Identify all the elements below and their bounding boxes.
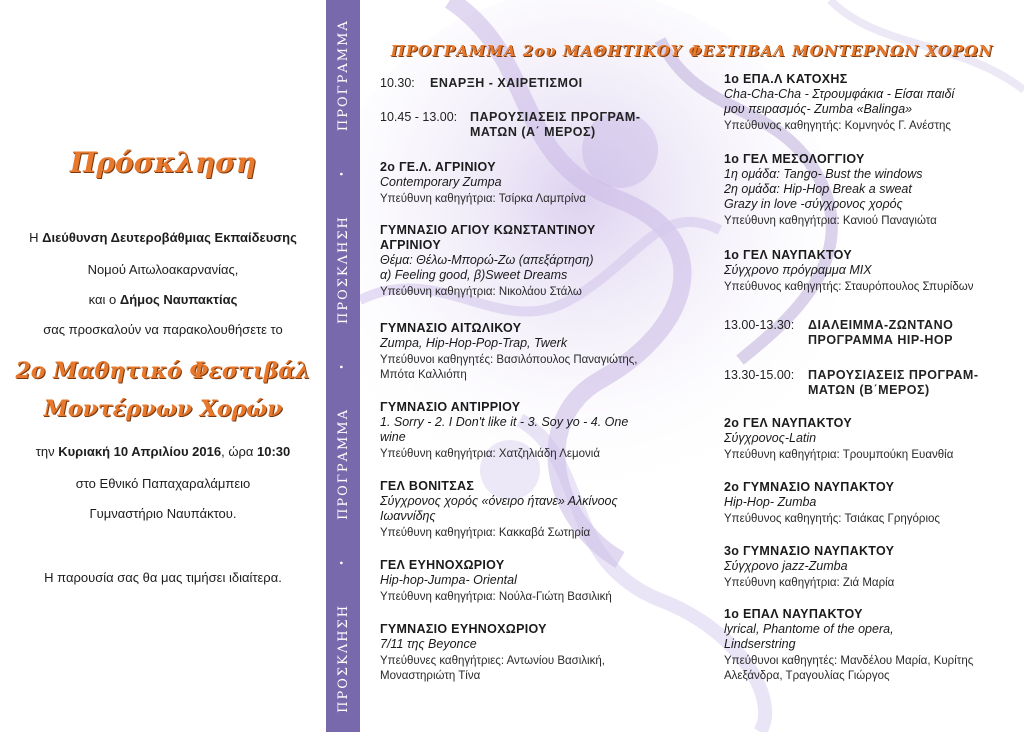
- strip-bullet: •: [338, 558, 348, 566]
- school-entry: [724, 152, 1016, 229]
- dance-title: Hip-Hop- Zumba: [724, 495, 817, 509]
- school-entry: [724, 248, 1016, 295]
- opening-text: ΕΝΑΡΞΗ - ΧΑΙΡΕΤΙΣΜΟΙ: [430, 76, 583, 90]
- line3-prefix: και ο: [88, 292, 120, 307]
- schedule-part2: [724, 368, 1016, 398]
- school-name: 1ο ΓΕΛ ΜΕΣΟΛΟΓΓΙΟΥ: [724, 152, 865, 166]
- teacher-line: Μοναστηριώτη Τίνα: [380, 670, 481, 682]
- invitation-panel: [0, 0, 326, 732]
- dance-title: 7/11 της Beyonce: [380, 637, 477, 651]
- dance-title: 2η ομάδα: Hip-Hop Break a sweat: [724, 182, 912, 196]
- school-entry: [380, 400, 680, 462]
- schedule-part1: [380, 110, 680, 140]
- dance-title: Lindserstring: [724, 637, 796, 651]
- part2-text-line2: ΜΑΤΩΝ (Β΄ΜΕΡΟΣ): [808, 383, 930, 397]
- invitation-line-3: [0, 292, 326, 307]
- teacher-line: Υπεύθυνη καθηγήτρια: Κακκαβά Σωτηρία: [380, 527, 591, 539]
- teacher-line: Υπεύθυνος καθηγητής: Κομνηνός Γ. Ανέστης: [724, 120, 951, 132]
- program-panel: [360, 0, 1024, 732]
- dance-title: wine: [380, 430, 406, 444]
- dance-title: Cha-Cha-Cha - Στρουμφάκια - Είσαι παιδί: [724, 87, 955, 101]
- strip-word-invitation: ΠΡΟΣΚΛΗΣΗ: [335, 215, 351, 324]
- invitation-title: Πρόσκληση: [69, 146, 257, 179]
- invitation-line-2: Νομού Αιτωλοακαρνανίας,: [87, 262, 239, 277]
- dance-title: Θέμα: Θέλω-Μπορώ-Ζω (απεξάρτηση): [380, 253, 594, 267]
- strip-word-program: ΠΡΟΓΡΑΜΜΑ: [335, 19, 351, 132]
- part1-text-line1: ΠΑΡΟΥΣΙΑΣΕΙΣ ΠΡΟΓΡΑΜ-: [470, 110, 641, 124]
- teacher-line: Μπότα Καλλιόπη: [380, 369, 467, 381]
- school-name: ΓΕΛ ΕΥΗΝΟΧΩΡΙΟΥ: [380, 558, 505, 572]
- program-title: ΠΡΟΓΡΑΜΜΑ 2ου ΜΑΘΗΤΙΚΟΥ ΦΕΣΤΙΒΑΛ ΜΟΝΤΕΡΝΩΝ ΧΟΡΩΝ: [390, 42, 994, 60]
- school-name: 2ο ΓΥΜΝΑΣΙΟ ΝΑΥΠΑΚΤΟΥ: [724, 480, 895, 494]
- dance-title: Hip-hop-Jumpa- Oriental: [380, 573, 517, 587]
- strip-bullet: •: [338, 169, 348, 177]
- part1-time: 10.45 - 13.00:: [380, 110, 458, 124]
- teacher-line: Υπεύθυνες καθηγήτριες: Αντωνίου Βασιλική,: [380, 655, 605, 667]
- dance-title: Contemporary Zumpa: [380, 175, 502, 189]
- schedule-break: [724, 318, 1016, 348]
- teacher-line: Υπεύθυνη καθηγήτρια: Ζιά Μαρία: [724, 577, 895, 589]
- school-name: 1ο ΓΕΛ ΝΑΥΠΑΚΤΟΥ: [724, 248, 852, 262]
- school-entry: [724, 72, 1016, 134]
- part2-time: 13.30-15.00:: [724, 368, 795, 382]
- school-entry: [380, 558, 680, 605]
- part1-text-line2: ΜΑΤΩΝ (Α΄ ΜΕΡΟΣ): [470, 125, 596, 139]
- closing-line: Η παρουσία σας θα μας τιμήσει ιδιαίτερα.: [44, 570, 282, 585]
- strip-word-invitation: ΠΡΟΣΚΛΗΣΗ: [335, 603, 351, 713]
- break-text-line2: ΠΡΟΓΡΑΜΜΑ HIP-HOP: [808, 333, 953, 347]
- school-name: ΓΕΛ ΒΟΝΙΤΣΑΣ: [380, 479, 475, 493]
- dance-title: Σύγχρονο πρόγραμμα MIX: [724, 263, 872, 277]
- school-entry: [380, 160, 680, 207]
- festival-title-line-1: 2ο Μαθητικό Φεστιβάλ: [15, 358, 311, 384]
- dance-title: μου πειρασμός- Zumba «Balinga»: [724, 102, 913, 116]
- break-text-line1: ΔΙΑΛΕΙΜΜΑ-ΖΩΝΤΑΝΟ: [808, 318, 954, 332]
- dance-title: lyrical, Phantome of the opera,: [724, 622, 894, 636]
- school-name: ΓΥΜΝΑΣΙΟ ΕΥΗΝΟΧΩΡΙΟΥ: [380, 622, 547, 636]
- dance-title: Ιωαννίδης: [380, 509, 436, 523]
- date-value: Κυριακή 10 Απριλίου 2016: [58, 444, 222, 459]
- school-entry: [380, 223, 680, 300]
- teacher-line: Υπεύθυνη καθηγήτρια: Νούλα-Γιώτη Βασιλική: [380, 591, 612, 603]
- schedule-opening: [380, 76, 680, 91]
- dance-title: Grazy in love -σύγχρονος χορός: [724, 197, 903, 211]
- teacher-line: Υπεύθυνη καθηγήτρια: Κανιού Παναγιώτα: [724, 215, 937, 227]
- venue-line-1: στο Εθνικό Παπαχαραλάμπειο: [75, 476, 251, 491]
- school-name: ΓΥΜΝΑΣΙΟ ΑΙΤΩΛΙΚΟΥ: [380, 321, 522, 335]
- date-prefix: την: [35, 444, 59, 459]
- school-name: 2ο ΓΕΛ ΝΑΥΠΑΚΤΟΥ: [724, 416, 852, 430]
- line1-prefix: Η: [29, 230, 43, 245]
- school-entry: [380, 321, 680, 383]
- dance-title: Zumpa, Hip-Hop-Pop-Trap, Twerk: [380, 336, 568, 350]
- municipality-name: Δήμος Ναυπακτίας: [119, 292, 238, 307]
- school-name: 3ο ΓΥΜΝΑΣΙΟ ΝΑΥΠΑΚΤΟΥ: [724, 544, 895, 558]
- school-name: 1ο ΕΠΑ.Λ ΚΑΤΟΧΗΣ: [724, 72, 848, 86]
- vertical-strip: [326, 0, 360, 732]
- vertical-strip-text: [326, 0, 360, 732]
- event-date: [0, 444, 326, 459]
- strip-bullet: •: [338, 362, 348, 370]
- dance-title: 1. Sorry - 2. I Don't like it - 3. Soy yo - 4. One: [380, 415, 629, 429]
- break-time: 13.00-13.30:: [724, 318, 795, 332]
- opening-time: 10.30:: [380, 76, 415, 90]
- dance-title: α) Feeling good, β)Sweet Dreams: [380, 268, 568, 282]
- school-entry: [380, 479, 680, 541]
- school-entry: [724, 480, 1016, 527]
- school-entry: [380, 622, 680, 684]
- date-mid: , ώρα: [221, 444, 257, 459]
- school-entry: [724, 607, 1016, 684]
- teacher-line: Υπεύθυνη καθηγήτρια: Τρουμπούκη Ευανθία: [724, 449, 954, 461]
- directorate-name: Διεύθυνση Δευτεροβάθμιας Εκπαίδευσης: [42, 230, 297, 245]
- teacher-line: Υπεύθυνη καθηγήτρια: Νικολάου Στάλω: [380, 286, 582, 298]
- venue-line-2: Γυμναστήριο Ναυπάκτου.: [89, 506, 237, 521]
- school-entry: [724, 416, 1016, 463]
- school-name: 2ο ΓΕ.Λ. ΑΓΡΙΝΙΟΥ: [380, 160, 496, 174]
- dance-title: 1η ομάδα: Tango- Bust the windows: [724, 167, 923, 181]
- festival-title-line-2: Μοντέρνων Χορών: [43, 396, 283, 422]
- strip-word-program: ΠΡΟΓΡΑΜΜΑ: [335, 408, 351, 520]
- school-name: 1ο ΕΠΑΛ ΝΑΥΠΑΚΤΟΥ: [724, 607, 863, 621]
- invitation-line-4: σας προσκαλούν να παρακολουθήσετε το: [43, 322, 283, 337]
- teacher-line: Υπεύθυνη καθηγήτρια: Τσίρκα Λαμπρίνα: [380, 193, 586, 205]
- teacher-line: Αλεξάνδρα, Τραγουλίας Γιώργος: [724, 670, 890, 682]
- teacher-line: Υπεύθυνοι καθηγητές: Μανδέλου Μαρία, Κυρίτης: [724, 655, 974, 667]
- teacher-line: Υπεύθυνος καθηγητής: Σταυρόπουλος Σπυρίδων: [724, 281, 974, 293]
- teacher-line: Υπεύθυνοι καθηγητές: Βασιλόπουλος Παναγιώτης,: [380, 354, 638, 366]
- school-name: ΓΥΜΝΑΣΙΟ ΑΝΤΙΡΡΙΟΥ: [380, 400, 521, 414]
- dance-title: Σύγχρονος-Latin: [724, 431, 817, 445]
- school-name-cont: ΑΓΡΙΝΙΟΥ: [380, 238, 441, 252]
- school-name: ΓΥΜΝΑΣΙΟ ΑΓΙΟΥ ΚΩΝΣΤΑΝΤΙΝΟΥ: [380, 223, 596, 237]
- dance-title: Σύγχρονο jazz-Zumba: [724, 559, 848, 573]
- teacher-line: Υπεύθυνος καθηγητής: Τσιάκας Γρηγόριος: [724, 513, 940, 525]
- part2-text-line1: ΠΑΡΟΥΣΙΑΣΕΙΣ ΠΡΟΓΡΑΜ-: [808, 368, 979, 382]
- dance-title: Σύγχρονος χορός «όνειρο ήτανε» Αλκίνοος: [380, 494, 618, 508]
- school-entry: [724, 544, 1016, 591]
- teacher-line: Υπεύθυνη καθηγήτρια: Χατζηλιάδη Λεμονιά: [380, 448, 600, 460]
- invitation-line-1: [0, 230, 326, 245]
- time-value: 10:30: [257, 444, 291, 459]
